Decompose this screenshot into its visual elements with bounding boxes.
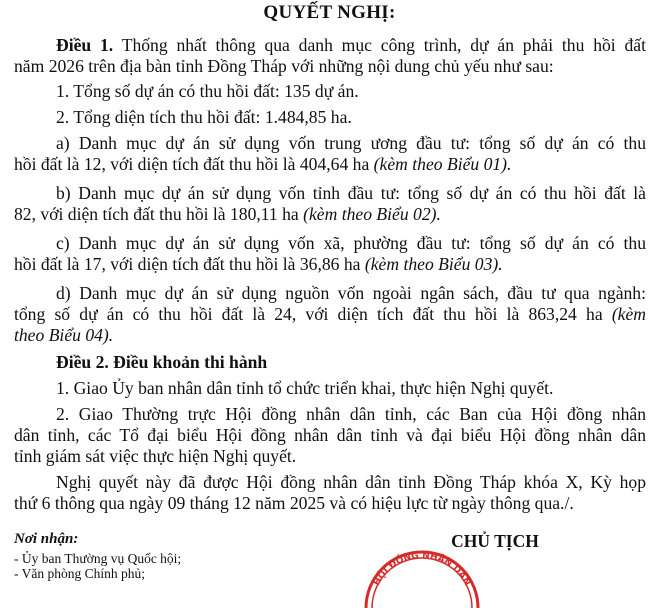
closing-line2: thứ 6 thông qua ngày 09 tháng 12 năm 2025 và có hiệu lực từ ngày thông qua./. [14, 493, 574, 513]
decision-heading: QUYẾT NGHỊ: [263, 2, 396, 23]
signature-title: CHỦ TỊCH [451, 531, 539, 551]
item-a-text: hồi đất là 12, với diện tích đất thu hồi là 404,64 ha [14, 154, 370, 174]
recipients-title: Nơi nhận: [14, 531, 79, 547]
total-area: 2. Tổng diện tích thu hồi đất: 1.484,85 ha. [56, 107, 352, 127]
item-d-ref-end: theo Biểu 04). [14, 325, 114, 345]
official-seal-icon [352, 548, 492, 608]
item-b-line1: b) Danh mục dự án sử dụng vốn tỉnh đầu tư: tổng số dự án có thu hồi đất là [56, 183, 646, 203]
item-d-line2 [14, 303, 646, 325]
article-1-text: Thống nhất thông qua danh mục công trình, dự án phải thu hồi đất [121, 35, 646, 55]
item-a-line2 [14, 153, 646, 175]
item-d-line1: d) Danh mục dự án sử dụng nguồn vốn ngoài ngân sách, đầu tư qua ngành: [56, 283, 646, 303]
item-a-line1: a) Danh mục dự án sử dụng vốn trung ương đầu tư: tổng số dự án có thu [56, 133, 646, 153]
article-2-item-2-line3: tỉnh giám sát việc thực hiện Nghị quyết. [14, 446, 297, 466]
item-b-ref: (kèm theo Biểu 02). [303, 204, 441, 224]
recipient-item: - Văn phòng Chính phủ; [14, 566, 145, 581]
item-c-ref: (kèm theo Biểu 03). [364, 254, 503, 274]
item-c-line1: c) Danh mục dự án sử dụng vốn xã, phường đầu tư: tổng số dự án có thu [56, 233, 646, 253]
seal-text: HỘI ĐỒNG NHÂN DÂN [372, 550, 472, 588]
item-c-line2 [14, 253, 646, 275]
item-b-line2 [14, 203, 646, 225]
article-2-item-2-line1: 2. Giao Thường trực Hội đồng nhân dân tỉnh, các Ban của Hội đồng nhân [56, 404, 646, 424]
article-2-item-2-line2: dân tỉnh, các Tổ đại biểu Hội đồng nhân dân tỉnh và đại biểu Hội đồng nhân dân [14, 425, 646, 445]
article-2-heading: Điều 2. Điều khoản thi hành [56, 352, 268, 372]
article-1-intro-line1 [56, 34, 646, 56]
item-a-ref: (kèm theo Biểu 01). [373, 154, 512, 174]
item-c-text: hồi đất là 17, với diện tích đất thu hồi là 36,86 ha [14, 254, 361, 274]
article-1-heading: Điều 1. [56, 35, 114, 55]
recipient-item: - Ủy ban Thường vụ Quốc hội; [14, 551, 182, 566]
item-b-text: 82, với diện tích đất thu hồi là 180,11 ha [14, 204, 299, 224]
article-1-intro-line2: năm 2026 trên địa bàn tỉnh Đồng Tháp với những nội dung chủ yếu như sau: [14, 56, 554, 76]
item-d-text: tổng số dự án có thu hồi đất là 24, với diện tích đất thu hồi là 863,24 ha [14, 304, 603, 324]
total-projects: 1. Tổng số dự án có thu hồi đất: 135 dự án. [56, 81, 359, 101]
closing-line1: Nghị quyết này đã được Hội đồng nhân dân tỉnh Đồng Tháp khóa X, Kỳ họp [56, 472, 646, 492]
item-d-ref-start: (kèm [611, 304, 646, 324]
article-2-item-1: 1. Giao Ủy ban nhân dân tỉnh tổ chức triển khai, thực hiện Nghị quyết. [56, 378, 554, 398]
